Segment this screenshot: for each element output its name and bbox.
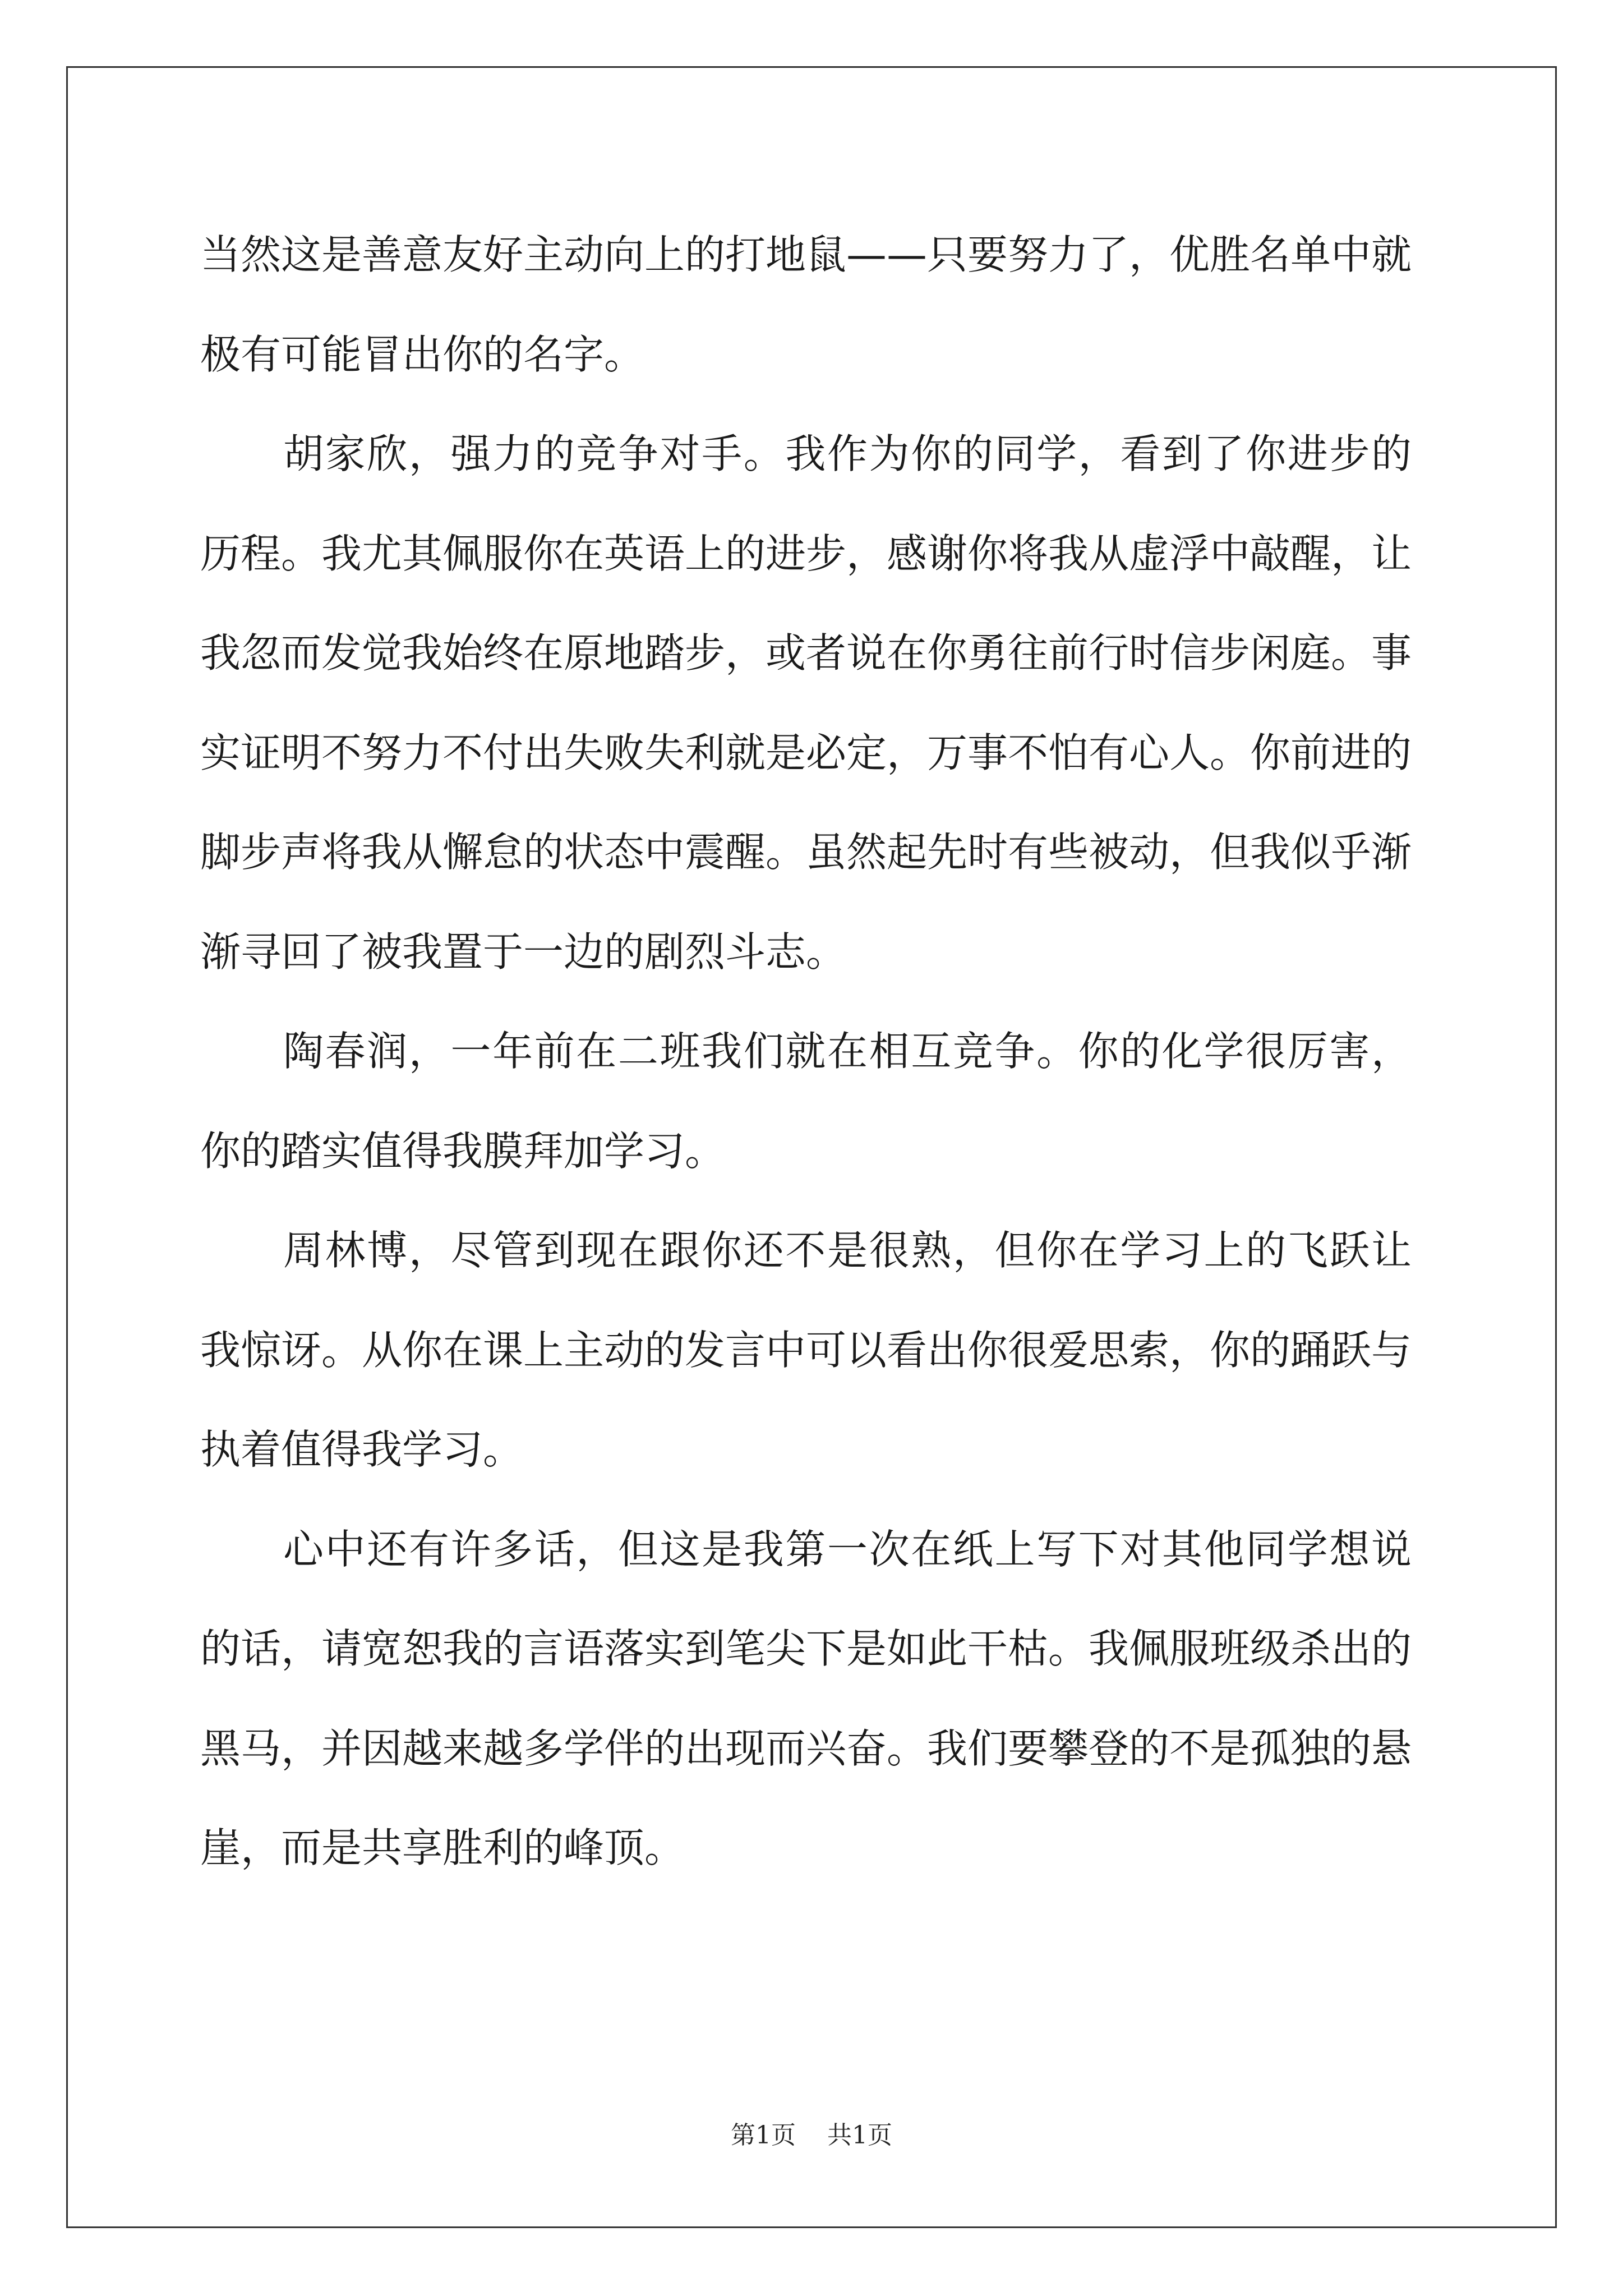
paragraph-3: 陶春润，一年前在二班我们就在相互竞争。你的化学很厉害，你的踏实值得我膜拜加学习。 bbox=[200, 1028, 1412, 1175]
paragraph-2: 胡家欣，强力的竞争对手。我作为你的同学，看到了你进步的历程。我尤其佩服你在英语上的进步，感谢你将我从虚浮中敲醒，让我忽而发觉我始终在原地踏步，或者说在你勇往前行时信步闲庭。事实证明不努力不付出失败失利就是必定，万事不怕有心人。你前进的脚步声将我从懈怠的状态中震醒。虽然起先时有些被动，但我似乎渐渐寻回了被我置于一边的剧烈斗志。 bbox=[200, 430, 1412, 976]
paragraph-5: 心中还有许多话，但这是我第一次在纸上写下对其他同学想说的话，请宽恕我的言语落实到笔尖下是如此干枯。我佩服班级杀出的黑马，并因越来越多学伴的出现而兴奋。我们要攀登的不是孤独的悬崖，而是共享胜利的峰顶。 bbox=[200, 1525, 1412, 1871]
document-body bbox=[200, 205, 1412, 1898]
paragraph-4: 周林博，尽管到现在跟你还不是很熟，但你在学习上的飞跃让我惊讶。从你在课上主动的发言中可以看出你很爱思索，你的踊跃与执着值得我学习。 bbox=[200, 1227, 1412, 1473]
page-footer bbox=[0, 2115, 1623, 2151]
paragraph-1: 当然这是善意友好主动向上的打地鼠——只要努力了，优胜名单中就极有可能冒出你的名字。 bbox=[200, 231, 1412, 378]
total-pages: 共1页 bbox=[827, 2121, 892, 2150]
page-number: 第1页 bbox=[731, 2121, 796, 2150]
